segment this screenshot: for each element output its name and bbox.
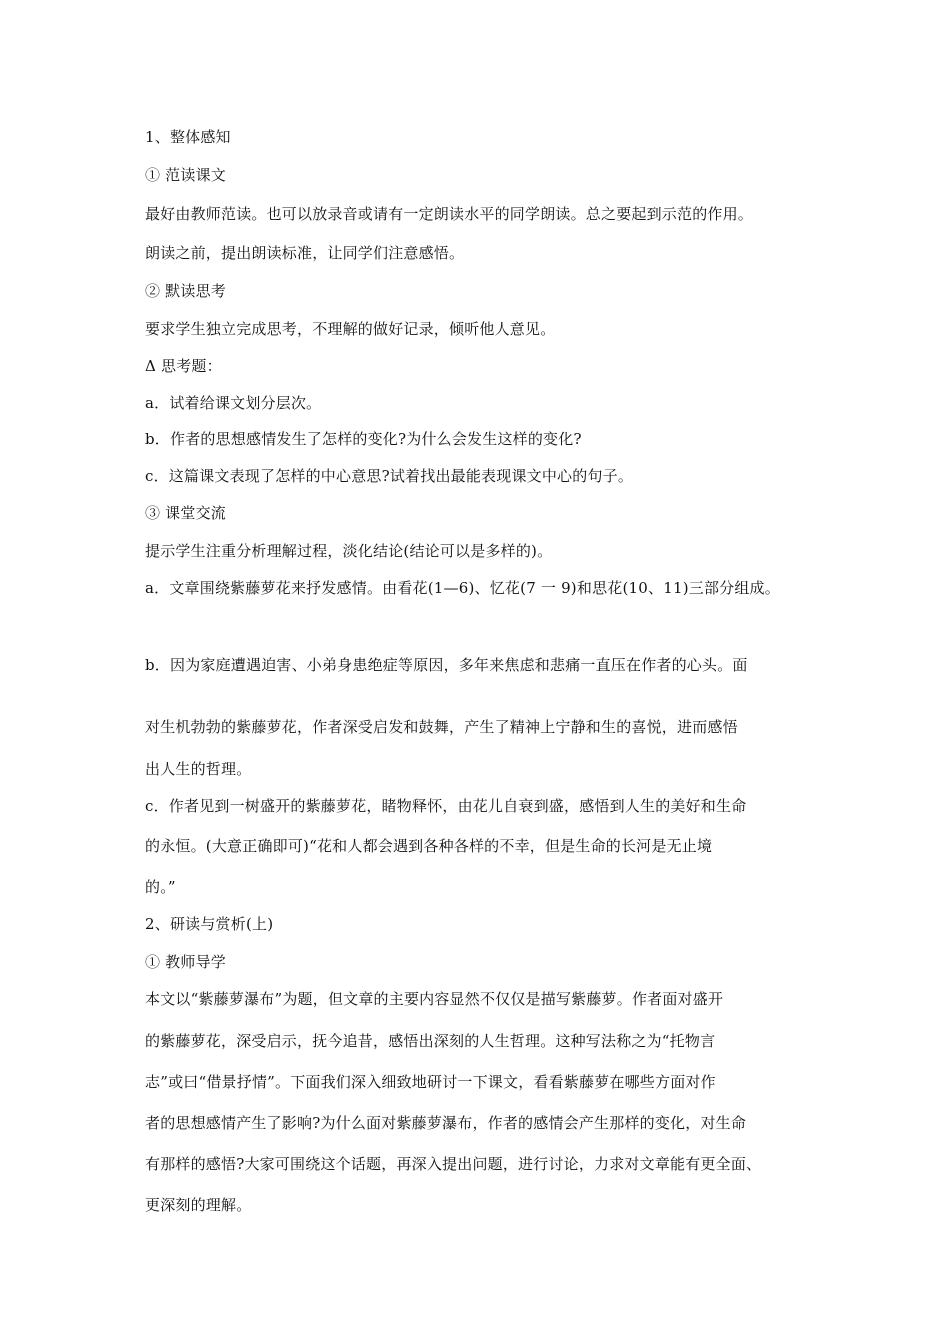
answer-item-continued: 的永恒。(大意正确即可)“花和人都会遇到各种各样的不幸，但是生命的长河是无止境 <box>145 837 713 855</box>
paragraph-line: 志”或曰“借景抒情”。下面我们深入细致地研讨一下课文，看看紫藤萝在哪些方面对作 <box>145 1073 716 1091</box>
answer-item: a．文章围绕紫藤萝花来抒发感情。由看花(1—6)、忆花(7 一 9)和思花(10、11)三部分组成。 <box>145 579 780 597</box>
answer-item-continued: 的。” <box>145 878 176 896</box>
paragraph-line: 本文以“紫藤萝瀑布”为题，但文章的主要内容显然不仅仅是描写紫藤萝。作者面对盛开 <box>145 990 724 1008</box>
heading-overall-perception: 1、整体感知 <box>145 128 231 146</box>
paragraph-line: 最好由教师范读。也可以放录音或请有一定朗读水平的同学朗读。总之要起到示范的作用。 <box>145 205 754 223</box>
paragraph-line: 提示学生注重分析理解过程，淡化结论(结论可以是多样的)。 <box>145 542 553 560</box>
subheading-class-exchange: ③ 课堂交流 <box>145 504 226 522</box>
paragraph-line: 的紫藤萝花，深受启示，抚今追昔，感悟出深刻的人生哲理。这种写法称之为“托物言 <box>145 1032 716 1050</box>
subheading-model-reading: ① 范读课文 <box>145 166 226 184</box>
answer-item: b．因为家庭遭遇迫害、小弟身患绝症等原因，多年来焦虑和悲痛一直压在作者的心头。面 <box>145 656 748 674</box>
paragraph-line: 有那样的感悟?大家可围绕这个话题，再深入提出问题，进行讨论，力求对文章能有更全面、 <box>145 1155 762 1173</box>
question-item: a．试着给课文划分层次。 <box>145 394 322 412</box>
subheading-teacher-guide: ① 教师导学 <box>145 953 226 971</box>
paragraph-line: 朗读之前，提出朗读标准，让同学们注意感悟。 <box>145 244 465 262</box>
answer-item-continued: 出人生的哲理。 <box>145 760 252 778</box>
answer-item-continued: 对生机勃勃的紫藤萝花，作者深受启发和鼓舞，产生了精神上宁静和生的喜悦，进而感悟 <box>145 718 738 736</box>
heading-study-appreciation: 2、研读与赏析(上) <box>145 915 274 933</box>
question-item: c．这篇课文表现了怎样的中心意思?试着找出最能表现课文中心的句子。 <box>145 467 634 485</box>
paragraph-line: 要求学生独立完成思考，不理解的做好记录，倾听他人意见。 <box>145 320 556 338</box>
subheading-silent-reading: ② 默读思考 <box>145 282 226 300</box>
paragraph-line: 更深刻的理解。 <box>145 1196 252 1214</box>
question-item: b．作者的思想感情发生了怎样的变化?为什么会发生这样的变化? <box>145 430 582 448</box>
paragraph-line: 者的思想感情产生了影响?为什么面对紫藤萝瀑布，作者的感情会产生那样的变化，对生命 <box>145 1114 747 1132</box>
answer-item: c．作者见到一树盛开的紫藤萝花，睹物释怀，由花儿自衰到盛，感悟到人生的美好和生命 <box>145 797 747 815</box>
question-heading: Δ 思考题： <box>145 357 222 375</box>
